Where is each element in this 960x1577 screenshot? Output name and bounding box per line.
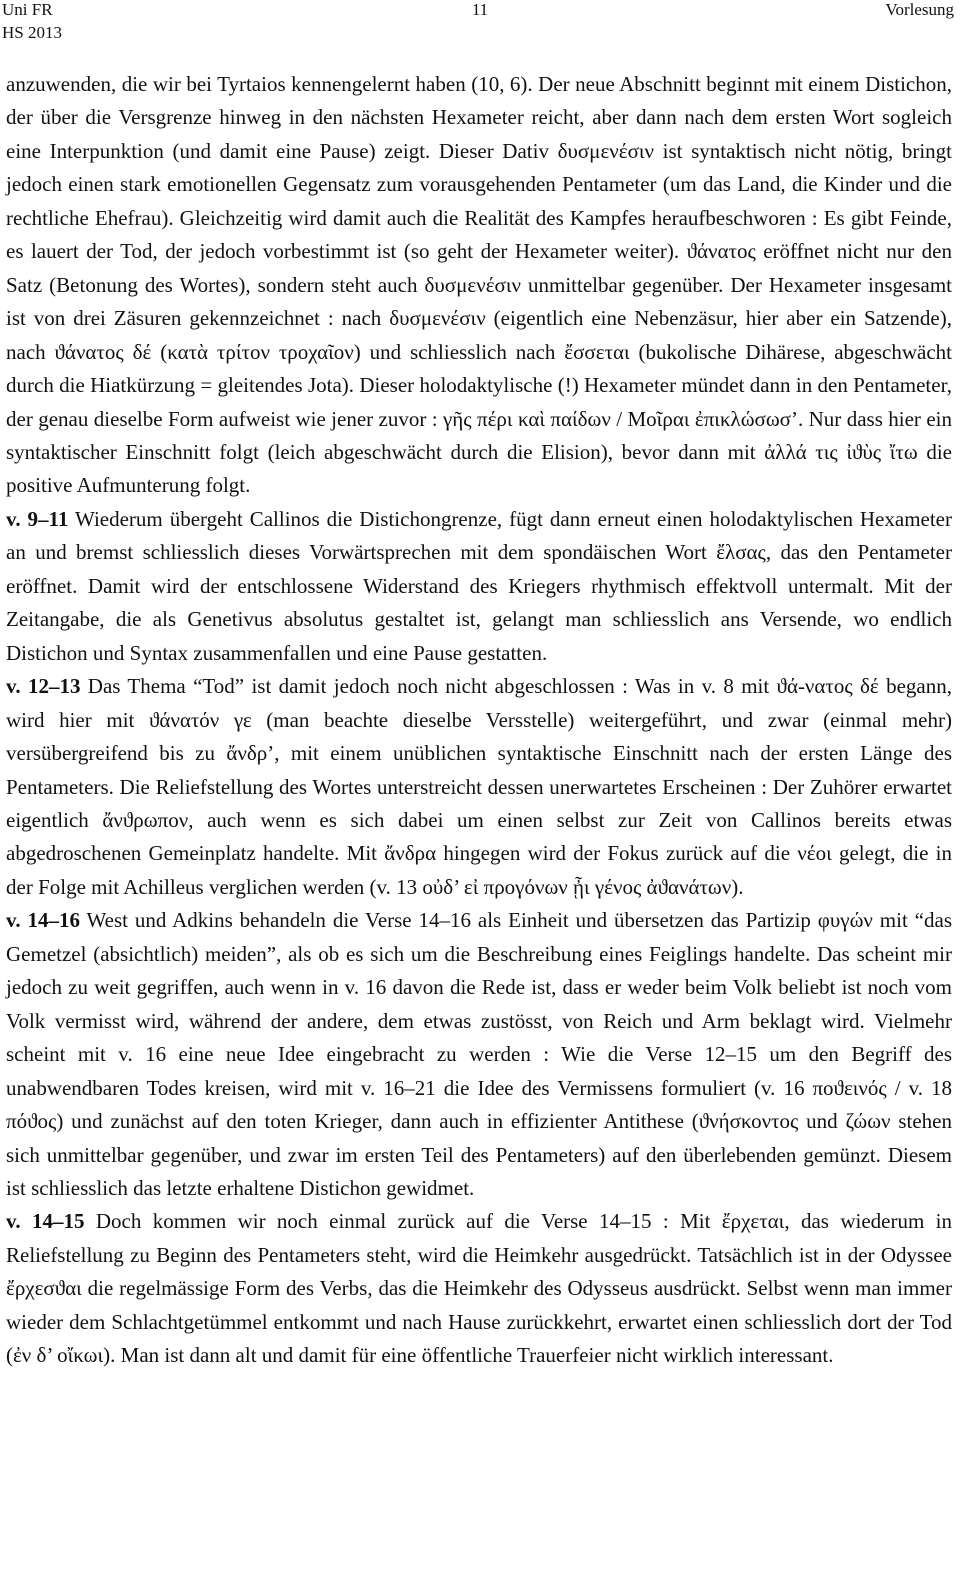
paragraph-intro <box>6 68 952 503</box>
verse-reference: v. 12–13 <box>6 674 81 699</box>
verse-reference: v. 14–15 <box>6 1209 85 1234</box>
page-header <box>0 0 960 56</box>
paragraph-text: West und Adkins behandeln die Verse 14–16 als Einheit und übersetzen das Partizip φυγών mit “das Gemetzel (absichtlich) meiden”, als ob es sich um die Beschreibung eines Feiglings handelte. Das scheint mir jedoch zu weit gegriffen, auch wenn in v. 16 davon die Rede ist, dass er weder beim Volk beliebt ist noch vom Volk vermisst wird, während der andere, dem etwas zustösst, von Reich und Arm beklagt wird. Vielmehr scheint mit v. 16 eine neue Idee eingebracht zu werden : Wie die Verse 12–15 um den Begriff des unabwendbaren Todes kreisen, wird mit v. 16–21 die Idee des Vermissens formuliert (v. 16 ποϑεινός / v. 18 πόϑος) und zunächst auf den toten Krieger, dann auch in effizienter Antithese (ϑνήσκοντος und ζώων stehen sich unmittelbar gegenüber, und zwar im ersten Teil des Pentameters) auf den überlebenden gemünzt. Diesem ist schliesslich das letzte erhaltene Distichon gewidmet. <box>6 908 952 1200</box>
paragraph-text: Doch kommen wir noch einmal zurück auf die Verse 14–15 : Mit ἔρχεται, das wiederum in Reliefstellung zu Beginn des Pentameters steht, wird die Heimkehr ausgedrückt. Tatsächlich ist in der Odyssee ἔρχεσϑαι die regelmässige Form des Verbs, das die Heimkehr des Odysseus ausdrückt. Selbst wenn man immer wieder dem Schlachtgetümmel entkommt und nach Hause zurückkehrt, erwartet einen schliesslich dort der Tod (ἐν δ’ οἴκωι). Man ist dann alt und damit für eine öffentliche Trauerfeier nicht wirklich interessant. <box>6 1209 952 1368</box>
document-body <box>6 68 952 1373</box>
paragraph-text: Das Thema “Tod” ist damit jedoch noch nicht abgeschlossen : Was in v. 8 mit ϑά-νατος δέ begann, wird hier mit ϑάνατόν γε (man beachte dieselbe Versstelle) weitergeführt, und zwar (einmal mehr) versübergreifend bis zu ἄνδρ’, mit einem unüblichen syntaktische Einschnitt nach der ersten Länge des Pentameters. Die Reliefstellung des Wortes unterstreicht dessen unerwartetes Erscheinen : Der Zuhörer erwartet eigentlich ἄνϑρωπον, auch wenn es sich dabei um einen selbst zur Zeit von Callinos bereits etwas abgedroschenen Gemeinplatz handelte. Mit ἄνδρα hingegen wird der Fokus zurück auf die νέοι gelegt, die in der Folge mit Achilleus verglichen werden (v. 13 οὐδ’ εἰ προγόνων ᾖι γένος ἀϑανάτων). <box>6 674 952 899</box>
paragraph-v9-11 <box>6 503 952 670</box>
verse-reference: v. 9–11 <box>6 506 69 531</box>
paragraph-text: Wiederum übergeht Callinos die Distichongrenze, fügt dann erneut einen holodaktylischen Hexameter an und bremst schliesslich dieses Vorwärtsprechen mit dem spondäischen Wort ἔλσας, das den Pentameter eröffnet. Damit wird der entschlossene Widerstand des Kriegers rhythmisch effektvoll untermalt. Mit der Zeitangabe, die als Genetivus absolutus gestaltet ist, gelangt man schliesslich ans Versende, wo endlich Distichon und Syntax zusammenfallen und eine Pause gestatten. <box>6 506 953 665</box>
course-type-label: Vorlesung <box>885 0 954 19</box>
paragraph-v12-13 <box>6 670 952 904</box>
paragraph-v14-16 <box>6 904 952 1205</box>
paragraph-text: anzuwenden, die wir bei Tyrtaios kennengelernt haben (10, 6). Der neue Abschnitt beginnt mit einem Distichon, der über die Versgrenze hinweg in den nächsten Hexameter reicht, aber dann nach dem ersten Wort sogleich eine Interpunktion (und damit eine Pause) zeigt. Dieser Dativ δυσμενέσιν ist syntaktisch nicht nötig, bringt jedoch einen stark emotionellen Gegensatz zum vorausgehenden Pentameter (um das Land, die Kinder und die rechtliche Ehefrau). Gleichzeitig wird damit auch die Realität des Kampfes heraufbeschworen : Es gibt Feinde, es lauert der Tod, der jedoch vorbestimmt ist (so geht der Hexameter weiter). ϑάνατος eröffnet nicht nur den Satz (Betonung des Wortes), sondern steht auch δυσμενέσιν unmittelbar gegenüber. Der Hexameter insgesamt ist von drei Zäsuren gekennzeichnet : nach δυσμενέσιν (eigentlich eine Nebenzäsur, hier aber ein Satzende), nach ϑάνατος δέ (κατὰ τρίτον τροχαῖον) und schliesslich nach ἔσσεται (bukolische Dihärese, abgeschwächt durch die Hiatkürzung = gleitendes Jota). Dieser holodaktylische (!) Hexameter mündet dann in den Pentameter, der genau dieselbe Form aufweist wie jener zuvor : γῆς πέρι καὶ παίδων / Μοῖραι ἐπικλώσωσ’. Nur dass hier ein syntaktischer Einschnitt folgt (leich abgeschwächt durch die Elision), bevor dann mit ἀλλά τις ἰϑὺς ἴτω die positive Aufmunterung folgt. <box>6 72 952 498</box>
verse-reference: v. 14–16 <box>6 908 80 933</box>
semester-label: HS 2013 <box>2 23 62 42</box>
university-label: Uni FR <box>2 0 53 19</box>
paragraph-v14-15 <box>6 1205 952 1372</box>
page-number: 11 <box>471 0 489 19</box>
